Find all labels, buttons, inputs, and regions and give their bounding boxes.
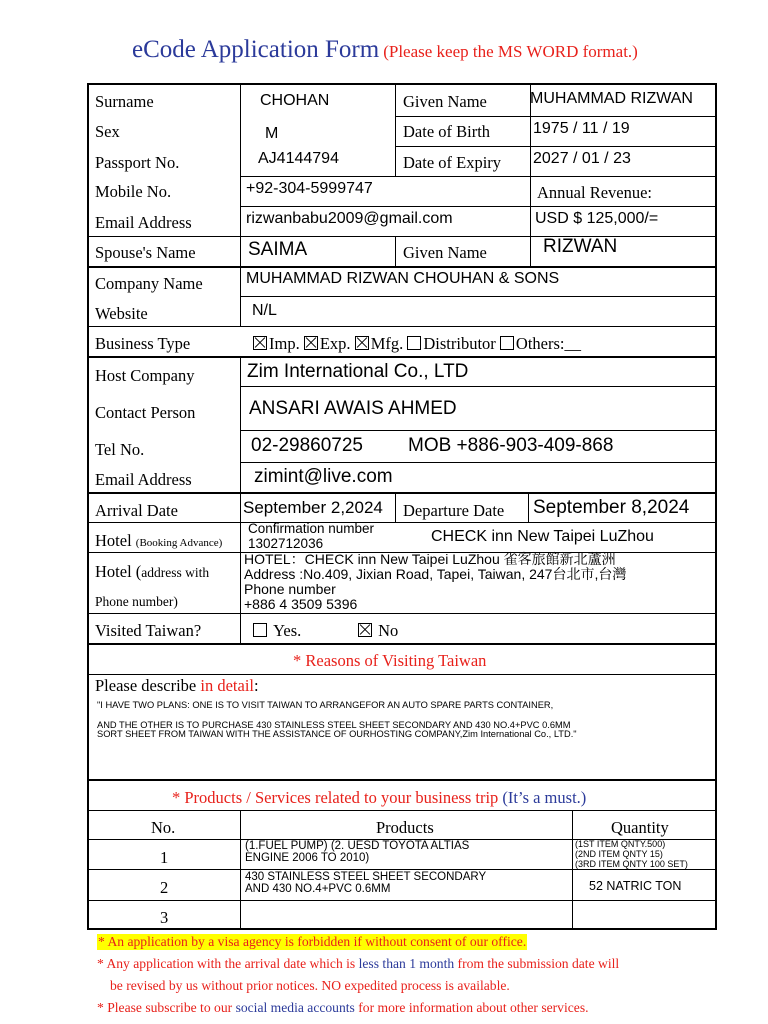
reason-line-1: "I HAVE TWO PLANS: ONE IS TO VISIT TAIWAN TO ARRANGEFOR AN AUTO SPARE PARTS CONTAINER, [97,700,554,710]
visited-yes-option[interactable]: Yes. [253,621,301,641]
row-line [89,810,715,811]
col-line [240,810,241,928]
frame-left [87,83,89,930]
reason-line-2: AND THE OTHER IS TO PURCHASE 430 STAINLESS STEEL SHEET SECONDARY AND 430 NO.4+PVC 0.6MM [97,720,571,730]
row-line [89,522,715,523]
dob-label: Date of Birth [403,122,491,141]
col-no-header: No. [151,818,176,837]
table-row-no: 3 [160,908,169,927]
checkbox-mfg[interactable]: Mfg. [355,334,404,353]
checkbox-imp[interactable]: Imp. [253,334,300,353]
row-line [240,386,715,387]
empty-box-icon [253,623,267,637]
tel-value: 02-29860725 [251,435,363,456]
business-type-options [253,334,581,354]
table-row-no: 1 [160,848,169,867]
product-row1-line1: (1.FUEL PUMP) (2. UESD TOYOTA ALTIAS [245,840,470,852]
qty-row1-line2: (2ND ITEM QNTY 15) [575,849,663,859]
passport-value: AJ4144794 [258,150,339,167]
spouse-value: SAIMA [248,239,308,260]
col-line [395,494,396,522]
row-line [240,296,715,297]
col-line [395,85,396,176]
website-label: Website [95,304,148,323]
hotel-label: Hotel (Booking Advance) [95,531,223,550]
form-title [132,36,638,64]
confirmation-value: 1302712036 [248,536,324,551]
row-line [89,900,715,901]
row-line [89,266,715,268]
surname-value: CHOHAN [260,92,330,109]
reasons-heading: * Reasons of Visiting Taiwan [293,651,487,670]
dob-value: 1975 / 11 / 19 [533,120,630,137]
host-company-label: Host Company [95,366,195,385]
table-row-no: 2 [160,878,169,897]
passport-label: Passport No. [95,153,180,172]
hotel-address-label: Hotel (address with [95,562,210,581]
mobile-label: Mobile No. [95,182,172,201]
row-line [89,356,715,358]
checkbox-others[interactable]: Others:__ [500,334,581,353]
frame-right [715,83,717,930]
hotel-line-4: +886 4 3509 5396 [244,596,358,612]
col-line [530,236,531,266]
row-line [240,462,715,463]
product-row2-line1: 430 STAINLESS STEEL SHEET SECONDARY [245,871,487,883]
reason-line-3: SORT SHEET FROM TAIWAN WITH THE ASSISTANCE OF OURHOSTING COMPANY,Zim International Co., LTD." [97,729,577,739]
qty-row1-line3: (3RD ITEM QNTY 100 SET) [575,859,688,869]
empty-box-icon [500,336,514,350]
email-label: Email Address [95,213,192,232]
spouse-given-label: Given Name [403,243,487,262]
frame-top [87,83,717,85]
title-main: eCode Application Form [132,36,380,63]
checkbox-distributor[interactable]: Distributor [407,334,495,353]
qty-row1-line1: (1ST ITEM QNTY.500) [575,839,666,849]
row-line [395,116,715,117]
col-line [240,268,241,326]
col-line [528,494,529,522]
departure-date-value: September 8,2024 [533,497,690,518]
checked-box-icon [304,336,318,350]
expiry-label: Date of Expiry [403,153,502,172]
revenue-value: USD $ 125,000/= [535,210,659,227]
product-row1-line2: ENGINE 2006 TO 2010) [245,852,370,864]
hotel-phone-label: Phone number) [95,594,178,609]
row-line [240,430,715,431]
visited-no-option[interactable]: No [358,621,398,641]
company-value: MUHAMMAD RIZWAN CHOUHAN & SONS [246,270,560,287]
business-type-label: Business Type [95,334,191,353]
col-line [240,358,241,492]
empty-box-icon [407,336,421,350]
revenue-label: Annual Revenue: [537,183,653,202]
col-line [240,236,241,266]
given-name-label: Given Name [403,92,487,111]
surname-label: Surname [95,92,154,111]
note-visa-agency: * An application by a visa agency is forbidden if without consent of our office. [98,934,527,949]
col-products-header: Products [376,818,434,837]
hotel-name-value: CHECK inn New Taipei LuZhou [431,528,654,545]
arrival-date-value: September 2,2024 [243,498,383,517]
hotel-line-3: Phone number [244,581,336,597]
host-company-value: Zim International Co., LTD [247,361,469,382]
col-line [572,810,573,928]
departure-date-label: Departure Date [403,501,505,520]
product-row2-line2: AND 430 NO.4+PVC 0.6MM [245,883,391,895]
row-line [395,146,715,147]
checked-box-icon [253,336,267,350]
note-revision: be revised by us without prior notices. NO expedited process is available. [110,978,510,993]
tel-label: Tel No. [95,440,145,459]
col-line [240,85,241,236]
host-email-label: Email Address [95,470,192,489]
row-line [89,613,715,614]
row-line [89,643,715,645]
row-line [240,206,530,207]
visited-taiwan-label: Visited Taiwan? [95,621,202,640]
products-heading: * Products / Services related to your business trip (It’s a must.) [172,788,587,807]
col-line [395,236,396,266]
row-line [89,236,715,237]
frame-bottom [87,928,717,930]
row-line [530,206,715,207]
website-value: N/L [252,302,277,319]
given-name-value: MUHAMMAD RIZWAN [530,90,693,107]
expiry-value: 2027 / 01 / 23 [533,150,631,167]
row-line [240,176,715,177]
mobile-value: +92-304-5999747 [246,180,373,197]
mobile-host-value: MOB +886-903-409-868 [408,435,614,456]
note-arrival-date: * Any application with the arrival date which is less than 1 month from the submission date will [97,956,620,971]
col-line [240,494,241,643]
row-line [89,326,715,327]
spouse-given-value: RIZWAN [543,236,618,257]
contact-person-value: ANSARI AWAIS AHMED [249,398,457,419]
sex-value: M [265,125,279,142]
spouse-label: Spouse's Name [95,243,196,262]
describe-prompt: Please describe in detail: [95,676,259,695]
confirmation-label: Confirmation number [248,521,375,536]
checked-box-icon [358,623,372,637]
hotel-line-1: HOTEL：CHECK inn New Taipei LuZhou 雀客旅館新北蘆洲 [244,551,616,567]
note-subscribe: * Please subscribe to our social media accounts for more information about other services. [97,1000,589,1015]
title-note: (Please keep the MS WORD format.) [383,42,638,61]
col-quantity-header: Quantity [611,818,669,837]
row-line [89,492,715,494]
checkbox-exp[interactable]: Exp. [304,334,351,353]
sex-label: Sex [95,122,120,141]
email-value: rizwanbabu2009@gmail.com [246,210,453,227]
row-line [89,674,715,675]
host-email-value: zimint@live.com [254,466,393,487]
hotel-line-2: Address :No.409, Jixian Road, Tapei, Taiwan, 247台北市,台灣 [244,566,627,582]
row-line [89,779,715,781]
arrival-date-label: Arrival Date [95,501,178,520]
qty-row2: 52 NATRIC TON [589,879,682,893]
checked-box-icon [355,336,369,350]
row-line [89,869,715,870]
contact-person-label: Contact Person [95,403,196,422]
company-label: Company Name [95,274,203,293]
